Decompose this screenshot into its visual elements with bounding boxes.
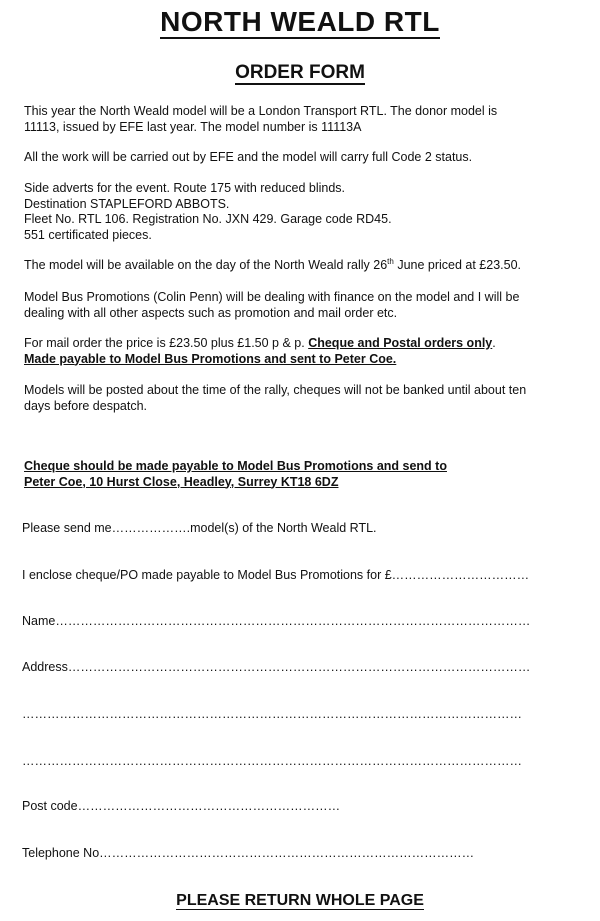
quantity-field[interactable]: Please send me……………….model(s) of the North Weald RTL.: [22, 521, 377, 535]
posting-line-1: Models will be posted about the time of the rally, cheques will not be banked until about ten: [24, 383, 527, 397]
postcode-field[interactable]: Post code………………………………………………………: [22, 799, 341, 813]
adverts-line-1: Side adverts for the event. Route 175 with reduced blinds.: [24, 181, 346, 195]
adverts-line-4: 551 certificated pieces.: [24, 227, 152, 242]
posting-line-2: days before despatch.: [24, 398, 147, 413]
page-subtitle: [0, 62, 600, 84]
cheque-notice-line-2: Peter Coe, 10 Hurst Close, Headley, Surrey KT18 6DZ: [24, 474, 339, 489]
availability-line: [24, 258, 584, 274]
intro-line-2: 11113, issued by EFE last year. The model number is 11113A: [24, 119, 362, 134]
telephone-field[interactable]: Telephone No………………………………………………………………………………: [22, 846, 475, 860]
adverts-line-3: Fleet No. RTL 106. Registration No. JXN 429. Garage code RD45.: [24, 212, 392, 226]
intro-paragraph: [24, 104, 584, 135]
address-field[interactable]: Address…………………………………………………………………………………………………: [22, 660, 531, 674]
cheque-notice-line-1: Cheque should be made payable to Model Bus Promotions and send to: [24, 459, 447, 473]
mail-order-paragraph: [24, 336, 584, 367]
return-instruction-text: PLEASE RETURN WHOLE PAGE: [176, 892, 424, 909]
mail-order-line-1: [24, 336, 584, 352]
adverts-line-2: Destination STAPLEFORD ABBOTS.: [24, 196, 230, 211]
promotions-paragraph: [24, 290, 584, 321]
name-field[interactable]: Name……………………………………………………………………………………………………: [22, 614, 531, 628]
adverts-paragraph: [24, 181, 584, 243]
availability-text-before: The model will be available on the day of the North Weald rally 26: [24, 258, 388, 272]
mail-order-bold-2: Made payable to Model Bus Promotions and sent to Peter Coe.: [24, 351, 397, 366]
work-line-1: All the work will be carried out by EFE and the model will carry full Code 2 status.: [24, 150, 473, 164]
promotions-line-2: dealing with all other aspects such as promotion and mail order etc.: [24, 305, 398, 320]
mail-order-plain: For mail order the price is £23.50 plus £1.50 p & p.: [24, 336, 309, 350]
availability-text-after: June priced at £23.50.: [393, 258, 522, 272]
address-line-3-field[interactable]: …………………………………………………………………………………………………………: [22, 754, 522, 768]
work-paragraph: [24, 150, 584, 166]
posting-paragraph: [24, 383, 584, 414]
page-title-text: NORTH WEALD RTL: [160, 6, 440, 37]
page-subtitle-text: ORDER FORM: [235, 62, 365, 83]
promotions-line-1: Model Bus Promotions (Colin Penn) will be dealing with finance on the model and I will be: [24, 290, 520, 304]
availability-superscript: th: [387, 256, 394, 266]
page-title: [0, 6, 600, 38]
mail-order-line-2: [24, 352, 584, 368]
address-line-2-field[interactable]: …………………………………………………………………………………………………………: [22, 707, 522, 721]
intro-line-1: This year the North Weald model will be a London Transport RTL. The donor model is: [24, 104, 498, 118]
availability-paragraph: [24, 258, 584, 274]
cheque-amount-field[interactable]: I enclose cheque/PO made payable to Model Bus Promotions for £……………………………: [22, 568, 530, 582]
mail-order-bold-1: Cheque and Postal orders only: [308, 336, 493, 350]
cheque-notice: [24, 459, 584, 490]
mail-order-dot: .: [492, 336, 496, 350]
return-instruction: [0, 892, 600, 910]
